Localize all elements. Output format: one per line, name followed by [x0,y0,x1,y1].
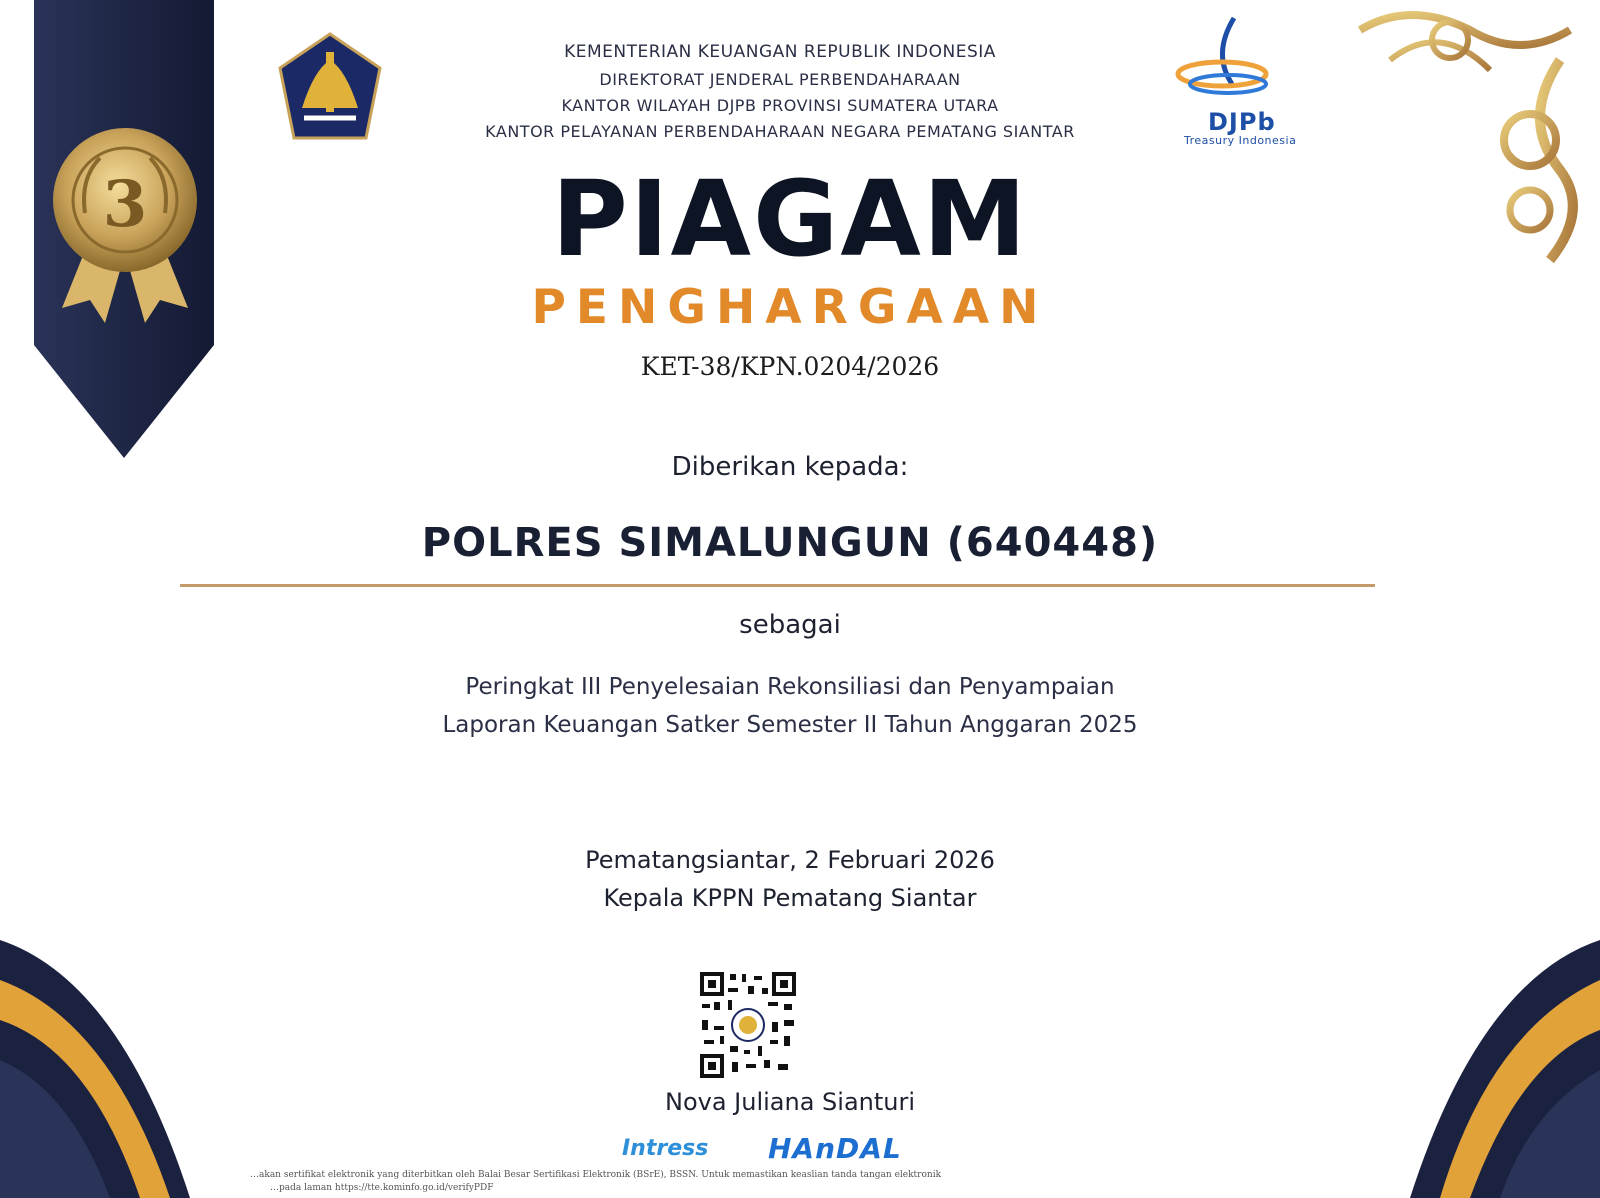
certificate-subtitle: PENGHARGAAN [531,280,1049,335]
qr-code-icon [698,970,798,1080]
certificate-title: PIAGAM [551,158,1029,280]
djpb-swirl-icon [1172,14,1282,110]
djpb-tagline: Treasury Indonesia [1184,134,1297,147]
corner-ornament [1330,0,1600,300]
description-line-2: Laporan Keuangan Satker Semester II Tahun Anggaran 2025 [442,712,1138,738]
intress-logo: Intress [622,1136,709,1161]
description-line-1: Peringkat III Penyelesaian Rekonsiliasi dan Penyampaian [465,674,1115,700]
handal-logo: HAnDAL [768,1132,902,1165]
as-label: sebagai [739,610,841,640]
certificate-number: KET-38/KPN.0204/2026 [640,352,940,381]
divider-line [180,584,1375,587]
footnote-line-1: …akan sertifikat elektronik yang diterbitkan oleh Balai Besar Sertifikasi Elektronik (BSrE), BSSN. Untuk memastikan keaslian tanda tangan elektronik [250,1170,942,1180]
djpb-logo-text: DJPb [1208,108,1276,136]
kemenkeu-emblem-icon [274,30,386,144]
footnote-line-2: …pada laman https://tte.kominfo.go.id/verifyPDF [270,1183,494,1193]
header-line-2: DIREKTORAT JENDERAL PERBENDAHARAAN [599,70,961,89]
header-line-3: KANTOR WILAYAH DJPB PROVINSI SUMATERA UTARA [561,96,999,115]
header-line-1: KEMENTERIAN KEUANGAN REPUBLIK INDONESIA [564,42,996,62]
gold-medal-icon [50,118,200,338]
place-date: Pematangsiantar, 2 Februari 2026 [585,846,995,874]
given-to-label: Diberikan kepada: [671,452,909,482]
header-line-4: KANTOR PELAYANAN PERBENDAHARAAN NEGARA PEMATANG SIANTAR [485,122,1075,141]
signer-position: Kepala KPPN Pematang Siantar [603,884,977,912]
signer-name: Nova Juliana Sianturi [664,1088,916,1116]
recipient-name: POLRES SIMALUNGUN (640448) [421,520,1159,566]
medal-rank: 3 [102,167,148,242]
